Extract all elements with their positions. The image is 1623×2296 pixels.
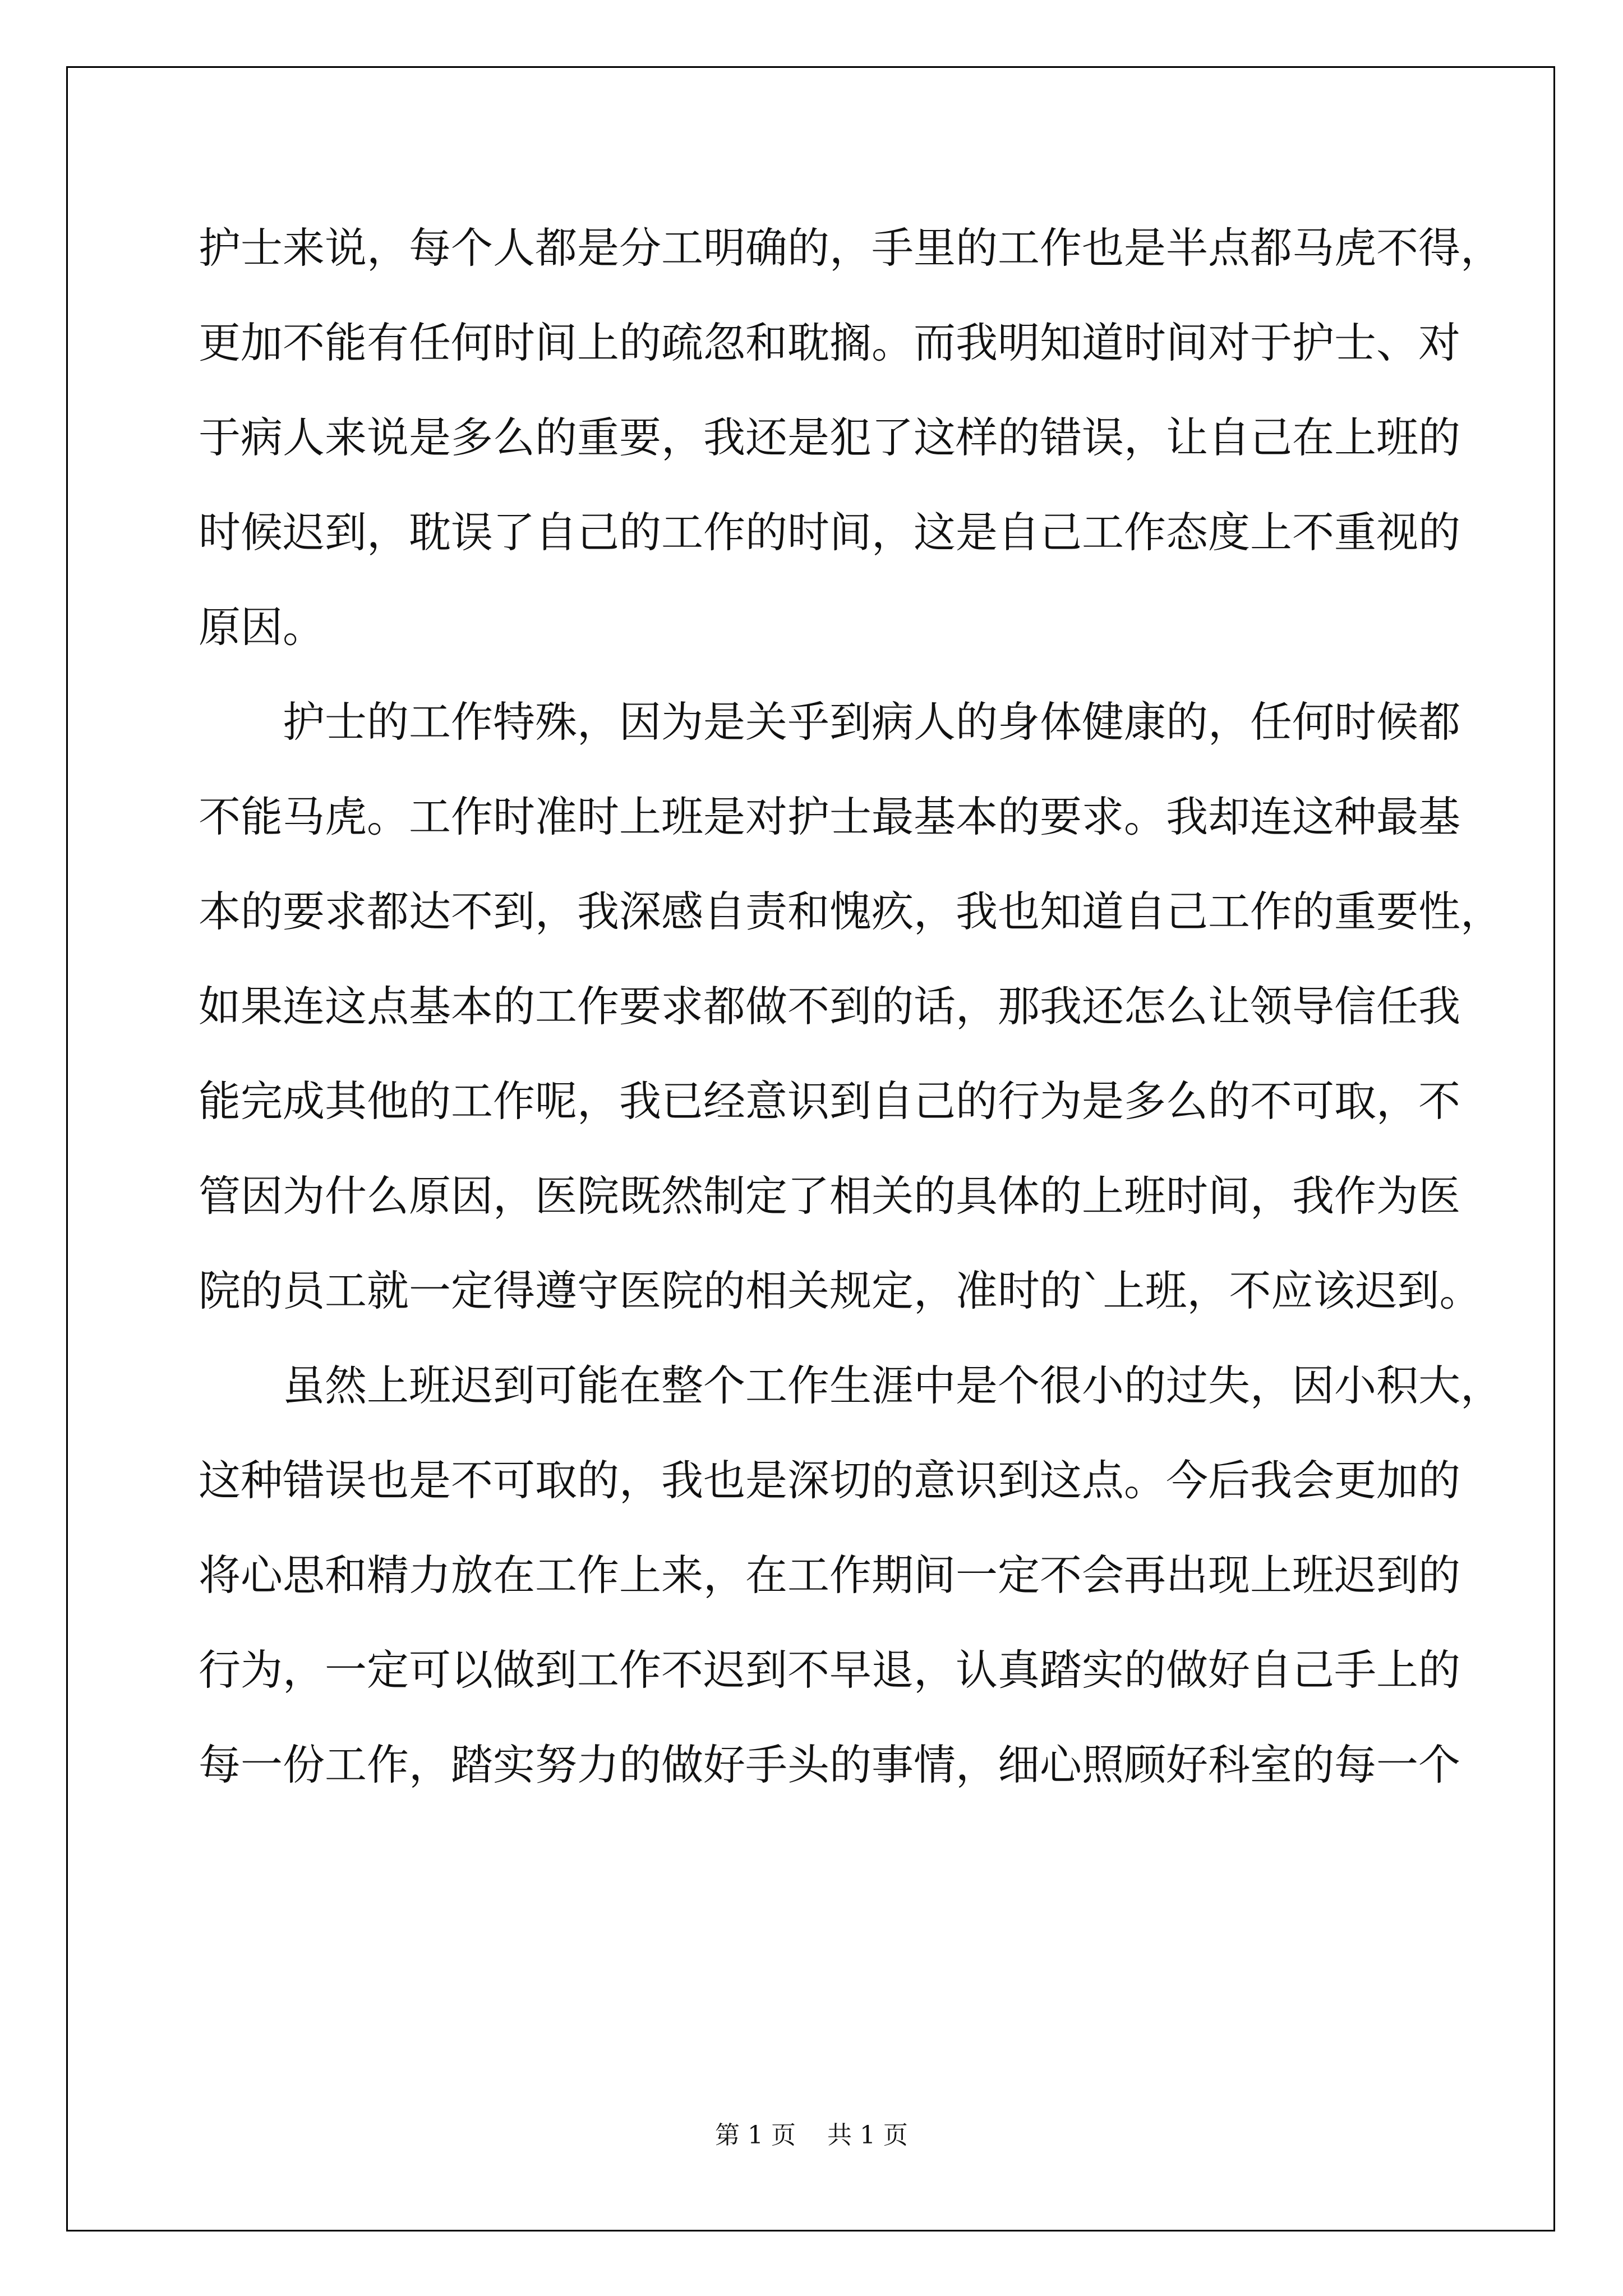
text-line: 护士的工作特殊，因为是关乎到病人的身体健康的，任何时候都	[283, 697, 1461, 747]
page-border	[66, 66, 1555, 2231]
text-line: 如果连这点基本的工作要求都做不到的话，那我还怎么让领导信任我	[199, 982, 1461, 1031]
text-line: 于病人来说是多么的重要，我还是犯了这样的错误，让自己在上班的	[199, 413, 1461, 462]
text-line: 将心思和精力放在工作上来，在工作期间一定不会再出现上班迟到的	[199, 1550, 1461, 1600]
text-line: 虽然上班迟到可能在整个工作生涯中是个很小的过失，因小积大，	[283, 1361, 1503, 1410]
text-line: 更加不能有任何时间上的疏忽和耽搁。而我明知道时间对于护士、对	[199, 318, 1461, 367]
text-line: 时候迟到，耽误了自己的工作的时间，这是自己工作态度上不重视的	[199, 508, 1461, 557]
text-line: 能完成其他的工作呢，我已经意识到自己的行为是多么的不可取，不	[199, 1076, 1461, 1126]
text-line: 行为，一定可以做到工作不迟到不早退，认真踏实的做好自己手上的	[199, 1645, 1461, 1695]
page-number: 第 1 页 共 1 页	[715, 2121, 908, 2150]
text-line: 这种错误也是不可取的，我也是深切的意识到这点。今后我会更加的	[199, 1456, 1461, 1505]
text-line: 院的员工就一定得遵守医院的相关规定，准时的`上班，不应该迟到。	[199, 1266, 1482, 1315]
text-line: 本的要求都达不到，我深感自责和愧疚，我也知道自己工作的重要性，	[199, 887, 1503, 936]
text-line: 原因。	[199, 602, 325, 652]
text-line: 护士来说，每个人都是分工明确的，手里的工作也是半点都马虎不得，	[199, 223, 1503, 273]
text-line: 每一份工作，踏实努力的做好手头的事情，细心照顾好科室的每一个	[199, 1740, 1461, 1789]
text-line: 管因为什么原因，医院既然制定了相关的具体的上班时间，我作为医	[199, 1171, 1461, 1221]
text-line: 不能马虎。工作时准时上班是对护士最基本的要求。我却连这种最基	[199, 792, 1461, 841]
